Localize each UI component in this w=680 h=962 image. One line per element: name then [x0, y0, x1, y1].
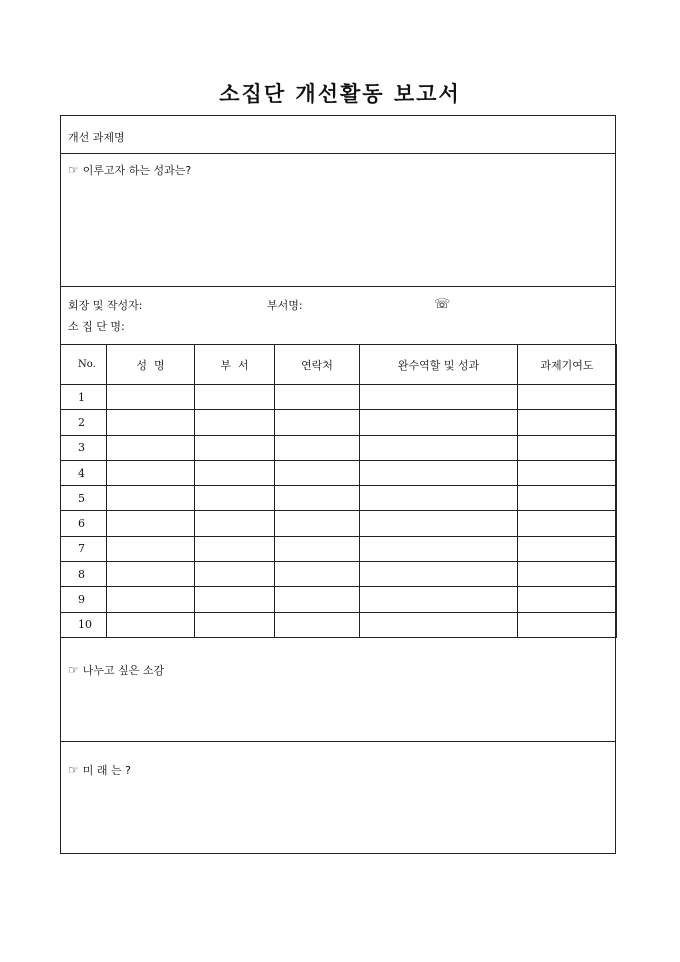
page-title: 소집단 개선활동 보고서 — [219, 81, 461, 106]
telephone-icon: ☏ — [434, 297, 451, 312]
name-cell[interactable] — [107, 612, 195, 637]
contribution-cell[interactable] — [518, 511, 617, 536]
department-cell[interactable] — [195, 562, 275, 587]
contact-cell[interactable] — [275, 410, 360, 435]
hand-pointing-right-icon: ☞ — [68, 163, 79, 177]
name-cell[interactable] — [107, 435, 195, 460]
department-cell[interactable] — [195, 435, 275, 460]
role-results-cell[interactable] — [360, 536, 518, 561]
table-row — [61, 486, 617, 511]
header-contact: 연락처 — [275, 345, 360, 385]
contact-cell[interactable] — [275, 587, 360, 612]
role-results-cell[interactable] — [360, 435, 518, 460]
impressions-prompt-text: 나누고 싶은 소감 — [82, 664, 165, 677]
impressions-prompt — [68, 662, 164, 678]
hand-pointing-right-icon: ☞ — [68, 763, 79, 777]
goal-prompt — [68, 162, 191, 178]
department-cell[interactable] — [195, 511, 275, 536]
table-header-row — [61, 345, 617, 385]
header-name: 성 명 — [107, 345, 195, 385]
contribution-cell[interactable] — [518, 587, 617, 612]
department-cell[interactable] — [195, 536, 275, 561]
contribution-cell[interactable] — [518, 435, 617, 460]
table-row — [61, 460, 617, 485]
role-results-cell[interactable] — [360, 587, 518, 612]
contact-cell[interactable] — [275, 486, 360, 511]
table-row — [61, 511, 617, 536]
table-row — [61, 612, 617, 637]
department-cell[interactable] — [195, 486, 275, 511]
contribution-cell[interactable] — [518, 562, 617, 587]
future-prompt-text: 미 래 는 ? — [82, 764, 131, 777]
report-form — [60, 115, 616, 854]
role-results-cell[interactable] — [360, 486, 518, 511]
row-number: 1 — [61, 385, 107, 410]
department-cell[interactable] — [195, 460, 275, 485]
contribution-cell[interactable] — [518, 536, 617, 561]
department-cell[interactable] — [195, 410, 275, 435]
name-cell[interactable] — [107, 562, 195, 587]
contact-cell[interactable] — [275, 612, 360, 637]
header-contribution: 과제기여도 — [518, 345, 617, 385]
name-cell[interactable] — [107, 460, 195, 485]
table-row — [61, 435, 617, 460]
goal-prompt-text: 이루고자 하는 성과는? — [82, 164, 192, 177]
department-cell[interactable] — [195, 612, 275, 637]
contact-cell[interactable] — [275, 435, 360, 460]
role-results-cell[interactable] — [360, 410, 518, 435]
contact-cell[interactable] — [275, 536, 360, 561]
contribution-cell[interactable] — [518, 612, 617, 637]
role-results-cell[interactable] — [360, 460, 518, 485]
table-row — [61, 536, 617, 561]
role-results-cell[interactable] — [360, 612, 518, 637]
divider — [61, 741, 615, 742]
members-table — [60, 344, 617, 638]
role-results-cell[interactable] — [360, 562, 518, 587]
header-department: 부 서 — [195, 345, 275, 385]
role-results-cell[interactable] — [360, 385, 518, 410]
table-row — [61, 587, 617, 612]
role-results-cell[interactable] — [360, 511, 518, 536]
row-number: 7 — [61, 536, 107, 561]
table-row — [61, 562, 617, 587]
contribution-cell[interactable] — [518, 486, 617, 511]
contribution-cell[interactable] — [518, 410, 617, 435]
contact-cell[interactable] — [275, 385, 360, 410]
department-cell[interactable] — [195, 385, 275, 410]
hand-pointing-right-icon: ☞ — [68, 663, 79, 677]
improvement-task-label: 개선 과제명 — [68, 131, 125, 144]
department-label: 부서명: — [267, 299, 303, 312]
contribution-cell[interactable] — [518, 385, 617, 410]
department-cell[interactable] — [195, 587, 275, 612]
contact-cell[interactable] — [275, 511, 360, 536]
row-number: 9 — [61, 587, 107, 612]
contribution-cell[interactable] — [518, 460, 617, 485]
header-no: No. — [61, 345, 107, 385]
row-number: 8 — [61, 562, 107, 587]
name-cell[interactable] — [107, 385, 195, 410]
divider — [61, 153, 615, 154]
group-name-label: 소 집 단 명: — [68, 320, 125, 333]
row-number: 4 — [61, 460, 107, 485]
row-number: 6 — [61, 511, 107, 536]
name-cell[interactable] — [107, 587, 195, 612]
row-number: 3 — [61, 435, 107, 460]
table-row — [61, 385, 617, 410]
row-number: 5 — [61, 486, 107, 511]
header-role-results: 완수역할 및 성과 — [360, 345, 518, 385]
name-cell[interactable] — [107, 511, 195, 536]
contact-cell[interactable] — [275, 460, 360, 485]
leader-label: 회장 및 작성자: — [68, 299, 143, 312]
divider — [61, 286, 615, 287]
row-number: 2 — [61, 410, 107, 435]
row-number: 10 — [61, 612, 107, 637]
future-prompt — [68, 762, 131, 778]
name-cell[interactable] — [107, 410, 195, 435]
name-cell[interactable] — [107, 486, 195, 511]
name-cell[interactable] — [107, 536, 195, 561]
contact-cell[interactable] — [275, 562, 360, 587]
table-row — [61, 410, 617, 435]
